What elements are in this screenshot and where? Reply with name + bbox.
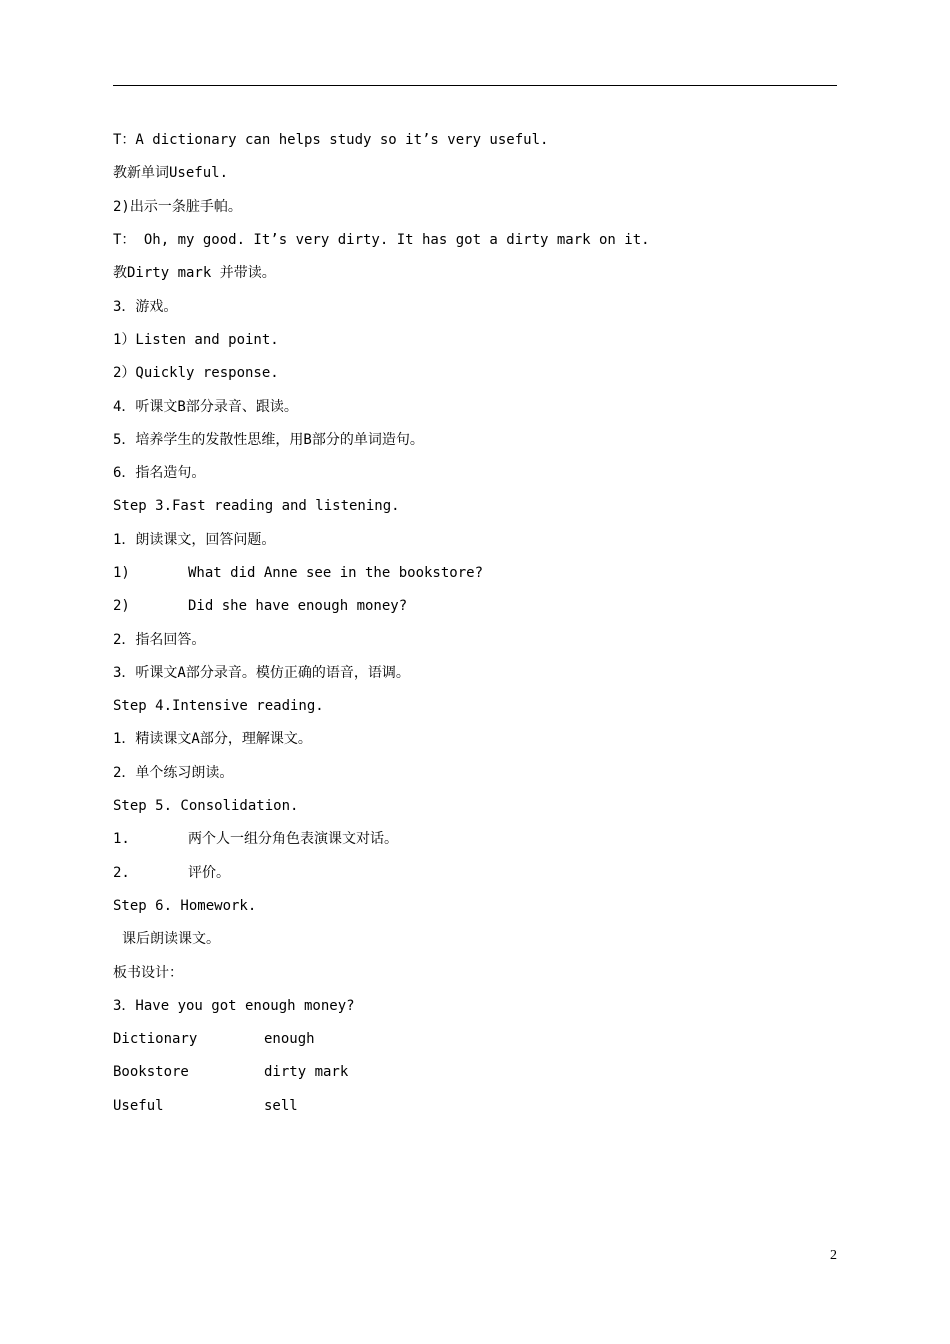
board-title: 板书设计：: [113, 964, 183, 981]
question-text: What did Anne see in the bookstore?: [188, 565, 484, 581]
question-number: 1): [113, 565, 130, 581]
text-line: 4．听课文B部分录音、跟读。: [113, 398, 298, 415]
page-number: 2: [830, 1248, 837, 1263]
item-number: 1.: [113, 831, 130, 848]
board-heading: 3．Have you got enough money?: [113, 997, 355, 1014]
text-line: 1．精读课文A部分，理解课文。: [113, 731, 312, 748]
board-row: [113, 1023, 837, 1056]
board-word-left: Bookstore: [113, 1064, 189, 1081]
board-row: [113, 1090, 837, 1123]
text-line: 1．朗读课文，回答问题。: [113, 531, 276, 548]
text-line: 3．听课文A部分录音。模仿正确的语音，语调。: [113, 664, 410, 681]
question-text: Did she have enough money?: [188, 598, 408, 615]
question-item: [113, 557, 837, 590]
step-heading: Step 5. Consolidation.: [113, 798, 299, 815]
step-heading: Step 3.Fast reading and listening.: [113, 498, 400, 515]
text-line: 2．指名回答。: [113, 631, 206, 648]
item-number: 2.: [113, 864, 130, 881]
text-line: 3．游戏。: [113, 298, 178, 315]
board-word-right: dirty mark: [264, 1064, 349, 1081]
question-item: [113, 590, 837, 623]
board-word-left: Dictionary: [113, 1031, 198, 1048]
board-word-right: enough: [264, 1031, 315, 1048]
text-line: 5．培养学生的发散性思维，用B部分的单词造句。: [113, 431, 424, 448]
consolidation-item: [113, 857, 837, 890]
text-line: T： Oh, my good. It’s very dirty. It has got a dirty mark on it.: [113, 232, 650, 249]
board-row: [113, 1056, 837, 1089]
question-number: 2): [113, 598, 130, 615]
text-line: 教Dirty mark 并带读。: [113, 265, 276, 282]
step-heading: Step 4.Intensive reading.: [113, 698, 324, 715]
header-rule: [113, 85, 837, 86]
item-text: 评价。: [188, 864, 230, 881]
text-line: 2)出示一条脏手帕。: [113, 198, 242, 215]
consolidation-item: [113, 823, 837, 856]
board-word-left: Useful: [113, 1097, 164, 1114]
document-body: [113, 124, 837, 1123]
board-word-right: sell: [264, 1097, 298, 1114]
text-line: 6．指名造句。: [113, 465, 206, 482]
homework-text: 课后朗读课文。: [122, 931, 220, 948]
step-heading: Step 6. Homework.: [113, 897, 257, 914]
text-line: 1）Listen and point.: [113, 331, 279, 348]
text-line: 2）Quickly response.: [113, 365, 279, 382]
text-line: 教新单词Useful.: [113, 165, 229, 182]
item-text: 两个人一组分角色表演课文对话。: [188, 831, 398, 848]
text-line: T：A dictionary can helps study so it’s very useful.: [113, 132, 549, 149]
text-line: 2．单个练习朗读。: [113, 764, 234, 781]
